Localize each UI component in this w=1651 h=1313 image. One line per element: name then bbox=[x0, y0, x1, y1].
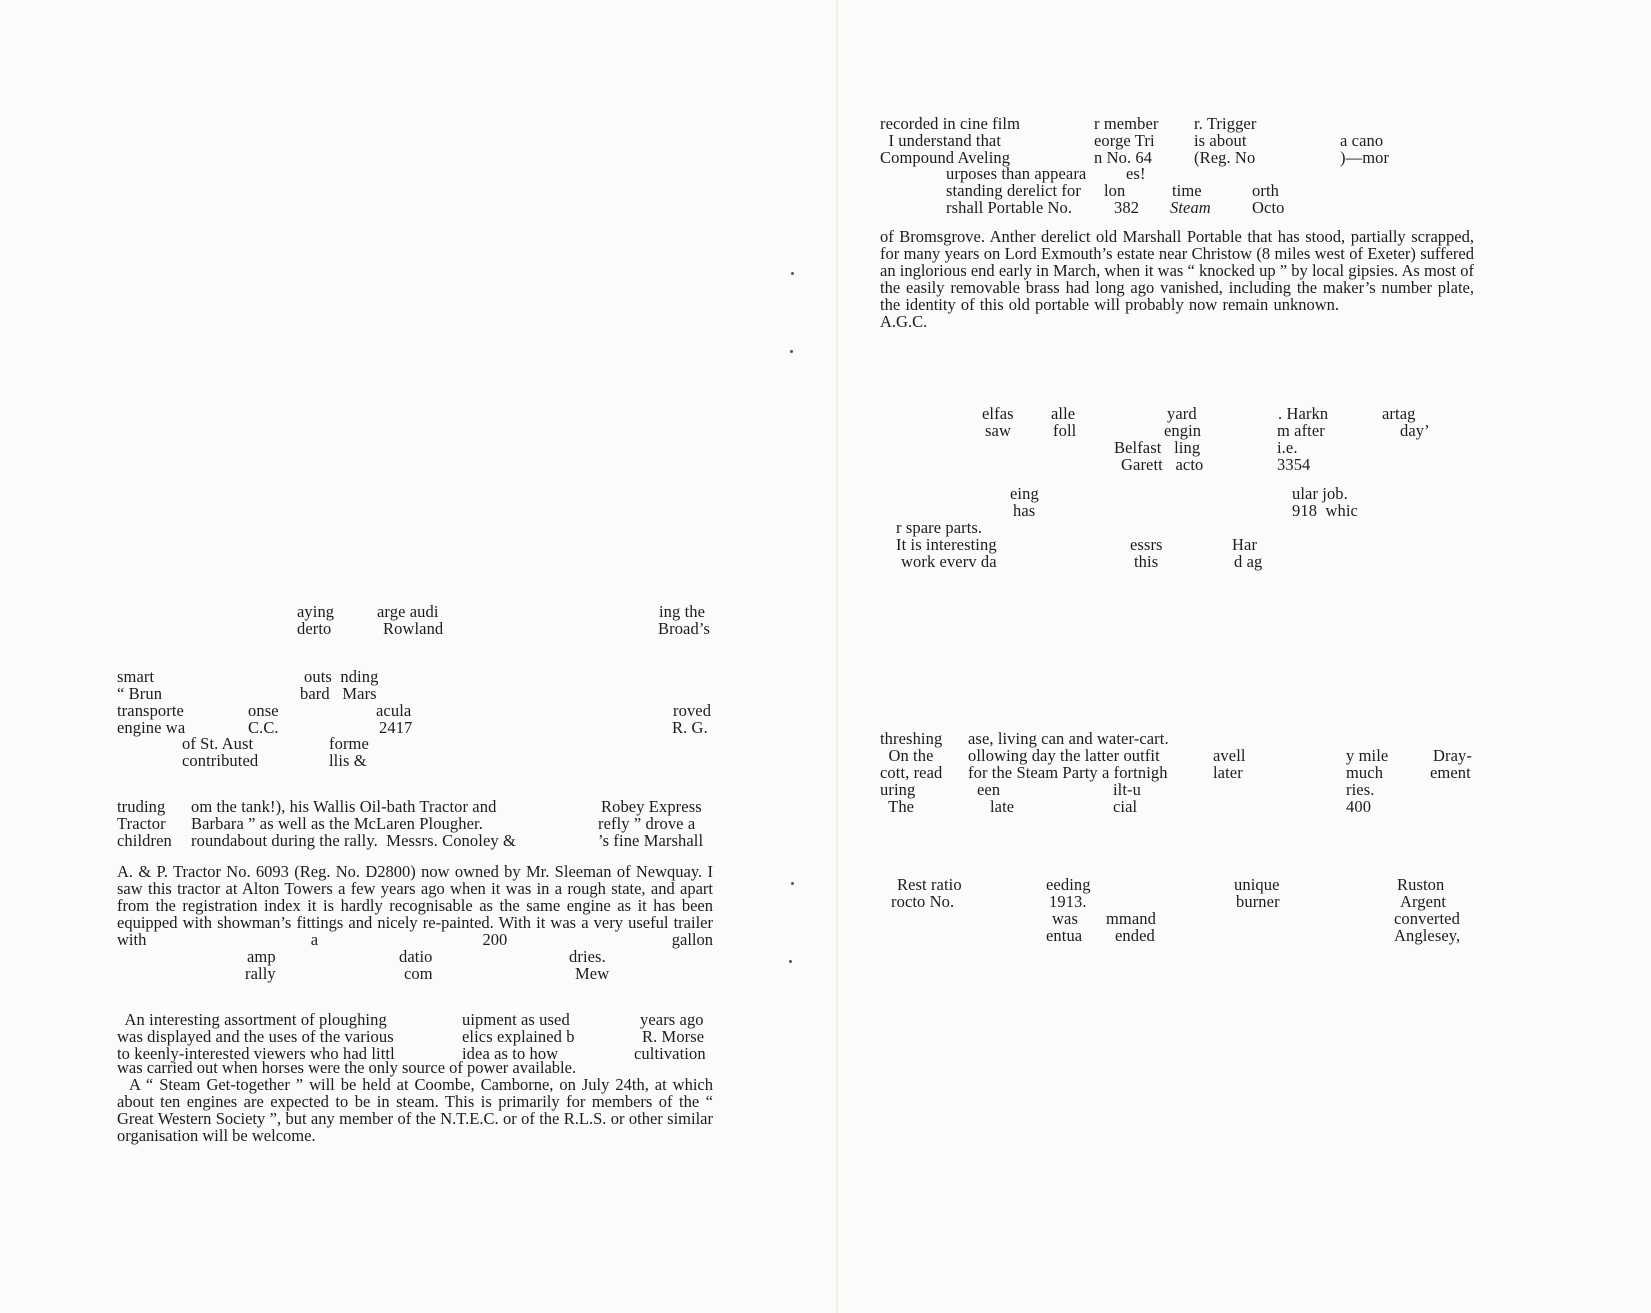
fragment-smart bbox=[117, 668, 713, 738]
ink-speck bbox=[790, 350, 793, 353]
text-fragment: amp bbox=[247, 947, 276, 966]
text-fragment: I understand that bbox=[880, 131, 1002, 150]
text-fragment: roved bbox=[673, 701, 712, 720]
text-fragment: day’ bbox=[1400, 421, 1430, 440]
text-fragment: ing the bbox=[659, 602, 706, 621]
text-fragment: uring bbox=[880, 780, 916, 799]
text-fragment: r member bbox=[1094, 114, 1159, 133]
text-fragment: smart bbox=[117, 667, 155, 686]
author-signature: A.G.C. bbox=[880, 312, 928, 331]
text-fragment: Steam bbox=[1170, 198, 1211, 217]
text-fragment: bard Mars bbox=[300, 684, 377, 703]
text-fragment: contributed bbox=[182, 751, 259, 770]
text-fragment: entua bbox=[1046, 926, 1083, 945]
text-fragment: 382 bbox=[1114, 198, 1140, 217]
text-fragment: saw bbox=[985, 421, 1011, 440]
text-fragment: On the bbox=[880, 746, 934, 765]
text-fragment: standing derelict for bbox=[946, 181, 1081, 200]
text-fragment: (Reg. No bbox=[1194, 148, 1256, 167]
text-fragment: arge audi bbox=[377, 602, 439, 621]
text-fragment: ilt-u bbox=[1113, 780, 1141, 799]
fragment-st-austell bbox=[117, 735, 713, 769]
text-fragment: converted bbox=[1394, 909, 1460, 928]
text-fragment: urposes than appeara bbox=[946, 164, 1087, 183]
text-fragment: onse bbox=[248, 701, 279, 720]
ink-speck bbox=[791, 272, 794, 275]
fragment-belfast bbox=[880, 405, 1474, 475]
text-fragment: ries. bbox=[1346, 780, 1375, 799]
text-fragment: forme bbox=[329, 734, 369, 753]
text-fragment: orth bbox=[1252, 181, 1279, 200]
text-fragment: Robey Express bbox=[601, 797, 702, 816]
text-fragment: r. Trigger bbox=[1194, 114, 1257, 133]
text-fragment: y mile bbox=[1346, 746, 1389, 765]
fragment-aying bbox=[117, 603, 713, 637]
text-fragment: r spare parts. bbox=[896, 518, 983, 537]
text-fragment: m after bbox=[1277, 421, 1325, 440]
right-page bbox=[838, 0, 1651, 1313]
text-fragment: years ago bbox=[640, 1010, 704, 1029]
paragraph-text: was carried out when horses were the only source of power available. bbox=[117, 1058, 577, 1077]
text-fragment: threshing bbox=[880, 729, 943, 748]
text-fragment: mmand bbox=[1106, 909, 1156, 928]
text-fragment: 2417 bbox=[379, 718, 413, 737]
text-fragment: children bbox=[117, 831, 172, 850]
fragment-cine-film bbox=[880, 115, 1474, 167]
text-fragment: es! bbox=[1126, 164, 1146, 183]
text-fragment: R. G. bbox=[672, 718, 708, 737]
paragraph-get-together bbox=[117, 1076, 713, 1144]
text-fragment: ular job. bbox=[1292, 484, 1348, 503]
text-fragment: een bbox=[977, 780, 1001, 799]
text-fragment: The bbox=[880, 797, 915, 816]
text-fragment: uipment as used bbox=[462, 1010, 570, 1029]
text-fragment: a cano bbox=[1340, 131, 1384, 150]
ink-speck bbox=[791, 882, 794, 885]
fragment-threshing bbox=[880, 730, 1474, 818]
text-fragment: Ruston bbox=[1397, 875, 1445, 894]
text-fragment: rally bbox=[245, 964, 276, 983]
text-fragment: Garett acto bbox=[1121, 455, 1204, 474]
text-fragment: avell bbox=[1213, 746, 1246, 765]
text-fragment: alle bbox=[1051, 404, 1076, 423]
text-fragment: rocto No. bbox=[891, 892, 955, 911]
text-fragment: Tractor bbox=[117, 814, 166, 833]
text-fragment: Anglesey, bbox=[1394, 926, 1461, 945]
text-fragment: “ Brun bbox=[117, 684, 163, 703]
text-fragment: n No. 64 bbox=[1094, 148, 1153, 167]
text-fragment: engin bbox=[1164, 421, 1202, 440]
text-fragment: was bbox=[1052, 909, 1078, 928]
text-fragment: Octo bbox=[1252, 198, 1285, 217]
text-fragment: ement bbox=[1430, 763, 1471, 782]
text-fragment: much bbox=[1346, 763, 1384, 782]
text-fragment: d ag bbox=[1234, 552, 1263, 571]
text-fragment: eeding bbox=[1046, 875, 1091, 894]
ink-speck bbox=[789, 960, 792, 963]
text-fragment: aying bbox=[297, 602, 335, 621]
text-fragment: ’s fine Marshall bbox=[598, 831, 704, 850]
text-fragment: i.e. bbox=[1277, 438, 1298, 457]
text-fragment: Compound Aveling bbox=[880, 148, 1011, 167]
text-fragment: outs nding bbox=[304, 667, 379, 686]
text-fragment: cial bbox=[1113, 797, 1138, 816]
text-fragment: llis & bbox=[329, 751, 367, 770]
text-fragment: )—mor bbox=[1340, 148, 1390, 167]
text-fragment: eorge Tri bbox=[1094, 131, 1155, 150]
text-fragment: R. Morse bbox=[642, 1027, 705, 1046]
text-fragment: An interesting assortment of ploughing bbox=[117, 1010, 387, 1029]
text-fragment: unique bbox=[1234, 875, 1280, 894]
text-fragment: has bbox=[1013, 501, 1036, 520]
text-fragment: Dray- bbox=[1433, 746, 1472, 765]
text-fragment: later bbox=[1213, 763, 1243, 782]
text-fragment: yard bbox=[1167, 404, 1197, 423]
text-fragment: essrs bbox=[1130, 535, 1163, 554]
text-fragment: this bbox=[1134, 552, 1159, 571]
text-fragment: cultivation bbox=[634, 1044, 706, 1063]
text-fragment: artag bbox=[1382, 404, 1416, 423]
paragraph-bromsgrove bbox=[880, 228, 1474, 330]
text-fragment: derto bbox=[297, 619, 332, 638]
text-fragment: roundabout during the rally. Messrs. Conoley & bbox=[191, 831, 516, 850]
text-fragment: C.C. bbox=[248, 718, 279, 737]
paragraph-text: A “ Steam Get-together ” will be held at Coombe, Camborne, on July 24th, at which about ten engines are expected to be in steam. This is primarily for members of the “ Great Western Society ”, but any member of the N.T.E.C. or of the R.L.S. or other similar organisation will be welcome. bbox=[117, 1075, 713, 1145]
text-fragment: refly ” drove a bbox=[598, 814, 696, 833]
text-fragment: Broad’s bbox=[658, 619, 711, 638]
text-fragment: . Harkn bbox=[1278, 404, 1329, 423]
text-fragment: of St. Aust bbox=[182, 734, 254, 753]
text-fragment: truding bbox=[117, 797, 166, 816]
text-fragment: for the Steam Party a fortnigh bbox=[968, 763, 1168, 782]
text-fragment: ase, living can and water-cart. bbox=[968, 729, 1169, 748]
text-fragment: 3354 bbox=[1277, 455, 1311, 474]
text-fragment: Argent bbox=[1400, 892, 1447, 911]
paragraph-horses bbox=[117, 1059, 713, 1076]
text-fragment: Rowland bbox=[383, 619, 444, 638]
text-fragment: recorded in cine film bbox=[880, 114, 1020, 133]
paragraph-body: of Bromsgrove. Anther derelict old Marshall Portable that has stood, partially scrapped, for many years on Lord Exmouth’s estate near Christow (8 miles west of Exeter) suffered an inglorious end early in March, when it was “ knocked up ” by local gipsies. As most of the easily removable brass had long ago vanished, including the maker’s number plate, the identity of this old portable will probably now remain unknown. bbox=[880, 227, 1474, 314]
text-fragment: ollowing day the latter outfit bbox=[968, 746, 1160, 765]
text-fragment: 918 whic bbox=[1292, 501, 1358, 520]
text-fragment: ended bbox=[1115, 926, 1155, 945]
text-fragment: rshall Portable No. bbox=[946, 198, 1073, 217]
text-fragment: foll bbox=[1053, 421, 1077, 440]
text-fragment: Har bbox=[1232, 535, 1258, 554]
text-fragment: late bbox=[990, 797, 1015, 816]
text-fragment: om the tank!), his Wallis Oil-bath Tractor and bbox=[191, 797, 497, 816]
text-fragment: datio bbox=[399, 947, 433, 966]
text-fragment: com bbox=[404, 964, 433, 983]
text-fragment: dries. bbox=[569, 947, 606, 966]
text-fragment: is about bbox=[1194, 131, 1247, 150]
text-fragment: lon bbox=[1104, 181, 1126, 200]
text-fragment: Barbara ” as well as the McLaren Plougher. bbox=[191, 814, 483, 833]
text-fragment: was displayed and the uses of the various bbox=[117, 1027, 394, 1046]
text-fragment: idea as to how bbox=[462, 1044, 559, 1063]
fragment-spare-parts bbox=[880, 485, 1474, 573]
paragraph-text: A. & P. Tractor No. 6093 (Reg. No. D2800) now owned by Mr. Sleeman of Newquay. I saw this tractor at Alton Towers a few years ago when it was in a rough state, and apart from the registration index it is hardly recognisable as the same engine as it has been equipped with showman’s fittings and nicely re-painted. With it was a very useful trailer with a 200 gallon bbox=[117, 862, 713, 949]
text-fragment: Belfast ling bbox=[1114, 438, 1201, 457]
text-fragment: time bbox=[1172, 181, 1202, 200]
text-fragment: Mew bbox=[575, 964, 610, 983]
fragment-ruston bbox=[880, 876, 1474, 946]
text-fragment: 400 bbox=[1346, 797, 1372, 816]
fragment-truding bbox=[117, 798, 713, 850]
paragraph-text bbox=[880, 228, 1474, 330]
text-fragment: elfas bbox=[982, 404, 1014, 423]
text-fragment: burner bbox=[1236, 892, 1280, 911]
fragment-ploughing bbox=[117, 1011, 713, 1063]
text-fragment: It is interesting bbox=[896, 535, 997, 554]
text-fragment: eing bbox=[1010, 484, 1039, 503]
text-fragment: Rest ratio bbox=[897, 875, 962, 894]
text-fragment: engine wa bbox=[117, 718, 186, 737]
fragment-portable bbox=[880, 165, 1474, 217]
text-fragment: cott, read bbox=[880, 763, 943, 782]
text-fragment: 1913. bbox=[1049, 892, 1087, 911]
paragraph-tractor bbox=[117, 863, 713, 948]
text-fragment: transporte bbox=[117, 701, 184, 720]
text-fragment: acula bbox=[376, 701, 412, 720]
text-fragment: to keenly-interested viewers who had littl bbox=[117, 1044, 395, 1063]
text-fragment: elics explained b bbox=[462, 1027, 575, 1046]
text-fragment: work everv da bbox=[901, 552, 997, 571]
fragment-amp bbox=[117, 948, 713, 982]
